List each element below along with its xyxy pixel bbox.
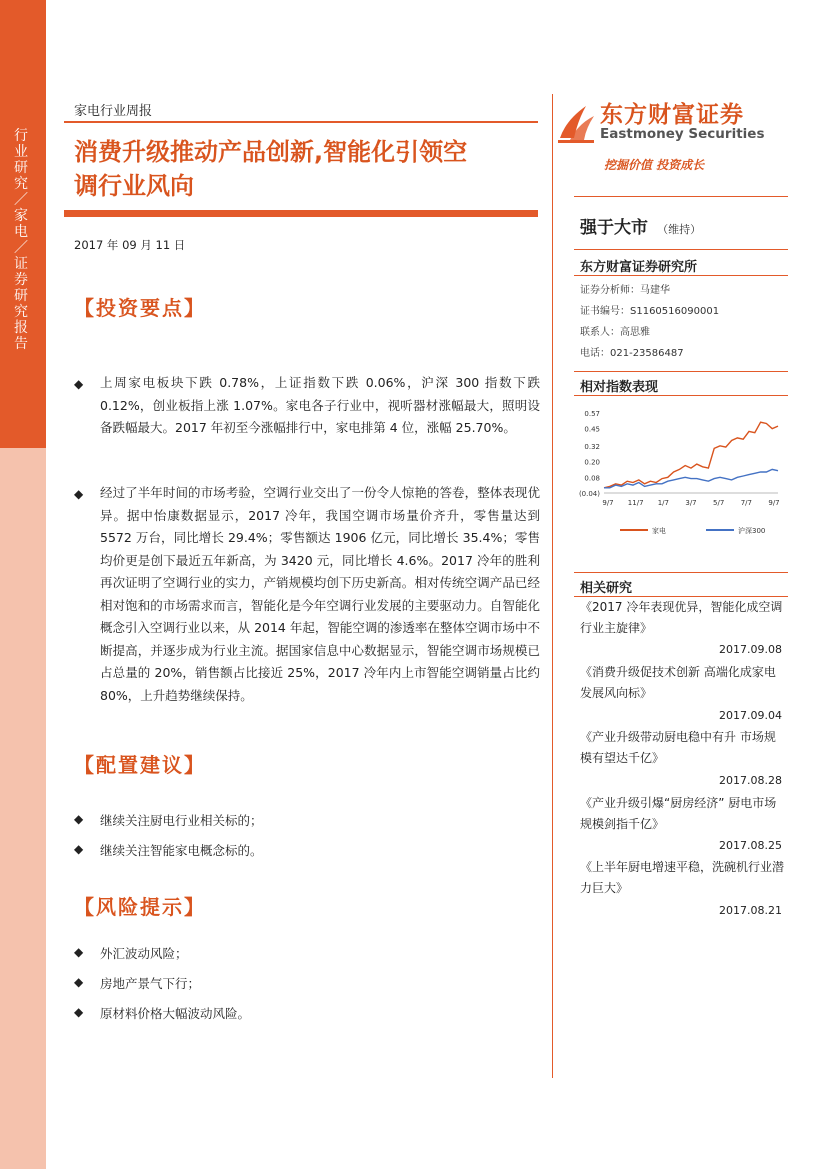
y-tick-label: 0.20: [584, 458, 600, 467]
chart-section-underline: [574, 395, 788, 396]
x-tick-label: 7/7: [740, 499, 752, 507]
related-research-title: 相关研究: [580, 581, 633, 596]
y-tick-label: (0.04): [578, 490, 600, 498]
legend-label: 沪深300: [738, 527, 766, 535]
certificate-number: 证书编号：S1160516090001: [580, 306, 720, 317]
x-tick-label: 3/7: [685, 499, 697, 507]
y-tick-label: 0.45: [584, 425, 600, 434]
institute-name: 东方财富证券研究所: [580, 260, 698, 275]
risk-item: 原材料价格大幅波动风险。: [100, 1006, 251, 1021]
x-tick-label: 5/7: [713, 499, 725, 507]
page-title-line-1: 消费升级推动产品创新,智能化引领空: [74, 138, 468, 166]
bullet-diamond-icon: ◆: [74, 1005, 84, 1019]
section-title-key-points: 【投资要点】: [74, 296, 206, 320]
phone-number: 电话：021-23586487: [580, 348, 684, 359]
bullet-diamond-icon: ◆: [74, 842, 84, 856]
bullet-diamond-icon: ◆: [74, 945, 84, 959]
related-item-date: 2017.09.04: [719, 709, 782, 722]
related-item-title[interactable]: 《产业升级引爆“厨房经济” 厨电市场规模剑指千亿》: [580, 796, 777, 831]
section-title-allocation: 【配置建议】: [74, 753, 206, 777]
series-line-csi300: [604, 469, 778, 487]
rating: [580, 213, 701, 238]
contact-person: 联系人：高思雅: [580, 327, 650, 338]
key-point-paragraph: 上周家电板块下跌 0.78%，上证指数下跌 0.06%，沪深 300 指数下跌 0.12%，创业板指上涨 1.07%。家电各子行业中，视听器材涨幅最大，照明设备跌幅最大。2017 年初至今涨幅排行中，家电排第 4 位，涨幅 25.70%。: [100, 375, 540, 435]
title-underline: [64, 210, 538, 217]
allocation-item: 继续关注厨电行业相关标的；: [100, 813, 263, 828]
risk-item: 外汇波动风险；: [100, 946, 188, 961]
column-divider: [552, 94, 553, 1078]
x-tick-label: 11/7: [627, 499, 644, 507]
brand-name-cn: 东方财富证券: [600, 102, 744, 128]
brand-logo: [556, 94, 776, 150]
header-rule: [64, 121, 538, 123]
chart-section-title: 相对指数表现: [580, 380, 659, 395]
related-item-date: 2017.09.08: [719, 643, 782, 656]
y-tick-label: 0.08: [584, 474, 600, 483]
section-title-risk: 【风险提示】: [74, 895, 206, 919]
related-section-rule: [574, 572, 788, 573]
related-item-title[interactable]: 《产业升级带动厨电稳中有升 市场规模有望达千亿》: [580, 730, 776, 765]
related-item-date: 2017.08.25: [719, 839, 782, 852]
related-item-date: 2017.08.21: [719, 904, 782, 917]
brand-logo-icon: [556, 98, 596, 144]
bullet-diamond-icon: ◆: [74, 975, 84, 989]
x-tick-label: 9/7: [602, 499, 614, 507]
rating-label: 强于大市: [580, 218, 648, 238]
related-item-title[interactable]: 《2017 冷年表现优异，智能化成空调行业主旋律》: [580, 600, 783, 635]
report-date: 2017 年 09 月 11 日: [74, 238, 186, 252]
related-item-title[interactable]: 《消费升级促技术创新 高端化成家电发展风向标》: [580, 665, 776, 700]
risk-item: 房地产景气下行；: [100, 976, 201, 991]
y-tick-label: 0.57: [584, 410, 600, 418]
legend-label: 家电: [652, 527, 666, 535]
relative-index-chart: [574, 405, 788, 555]
brand-slogan: 挖掘价值 投资成长: [604, 158, 705, 172]
slogan-rule: [574, 196, 788, 197]
sidebar-label: 行业研究／家电／证券研究报告: [14, 128, 28, 352]
key-point-paragraph: 经过了半年时间的市场考验，空调行业交出了一份令人惊艳的答卷，整体表现优异。据中怡康数据显示，2017 冷年，我国空调市场量价齐升，零售量达到 5572 万台，同比增长 29.4%；零售额达 1906 亿元，同比增长 35.4%；零售均价更是创下最近五年新高，为 3420 元，同比增长 4.6%。2017 冷年的胜利再次证明了空调行业的实力，产销规模均创下历史新高。相对传统空调产品已经相对饱和的市场需求而言，智能化是今年空调行业发展的主要驱动力。自智能化概念引入空调行业以来，从 2014 年起，智能空调的渗透率在整体空调市场中不断提高，并逐步成为行业主流。据国家信息中心数据显示，智能空调市场规模已占总量的 20%，销售额占比接近 25%，2017 冷年内上市智能空调销量占比约 80%，上升趋势继续保持。: [100, 485, 540, 703]
related-item-title[interactable]: 《上半年厨电增速平稳，洗碗机行业潜力巨大》: [580, 860, 785, 895]
brand-name-en: Eastmoney Securities: [600, 126, 765, 142]
sidebar-lower-band: [0, 448, 46, 1169]
chart-section-rule: [574, 371, 788, 372]
analyst-name: 证券分析师：马建华: [580, 285, 670, 296]
page-title: [74, 135, 544, 203]
x-tick-label: 9/7: [768, 499, 780, 507]
page-title-line-2: 调行业风向: [74, 172, 194, 200]
institute-rule: [574, 275, 788, 276]
related-item-date: 2017.08.28: [719, 774, 782, 787]
bullet-diamond-icon: ◆: [74, 487, 84, 501]
y-tick-label: 0.32: [584, 442, 600, 451]
allocation-item: 继续关注智能家电概念标的。: [100, 843, 263, 858]
rating-rule: [574, 249, 788, 250]
report-category: 家电行业周报: [74, 104, 153, 119]
x-tick-label: 1/7: [657, 499, 669, 507]
rating-note: （维持）: [657, 223, 702, 236]
bullet-diamond-icon: ◆: [74, 812, 84, 826]
bullet-diamond-icon: ◆: [74, 377, 84, 391]
